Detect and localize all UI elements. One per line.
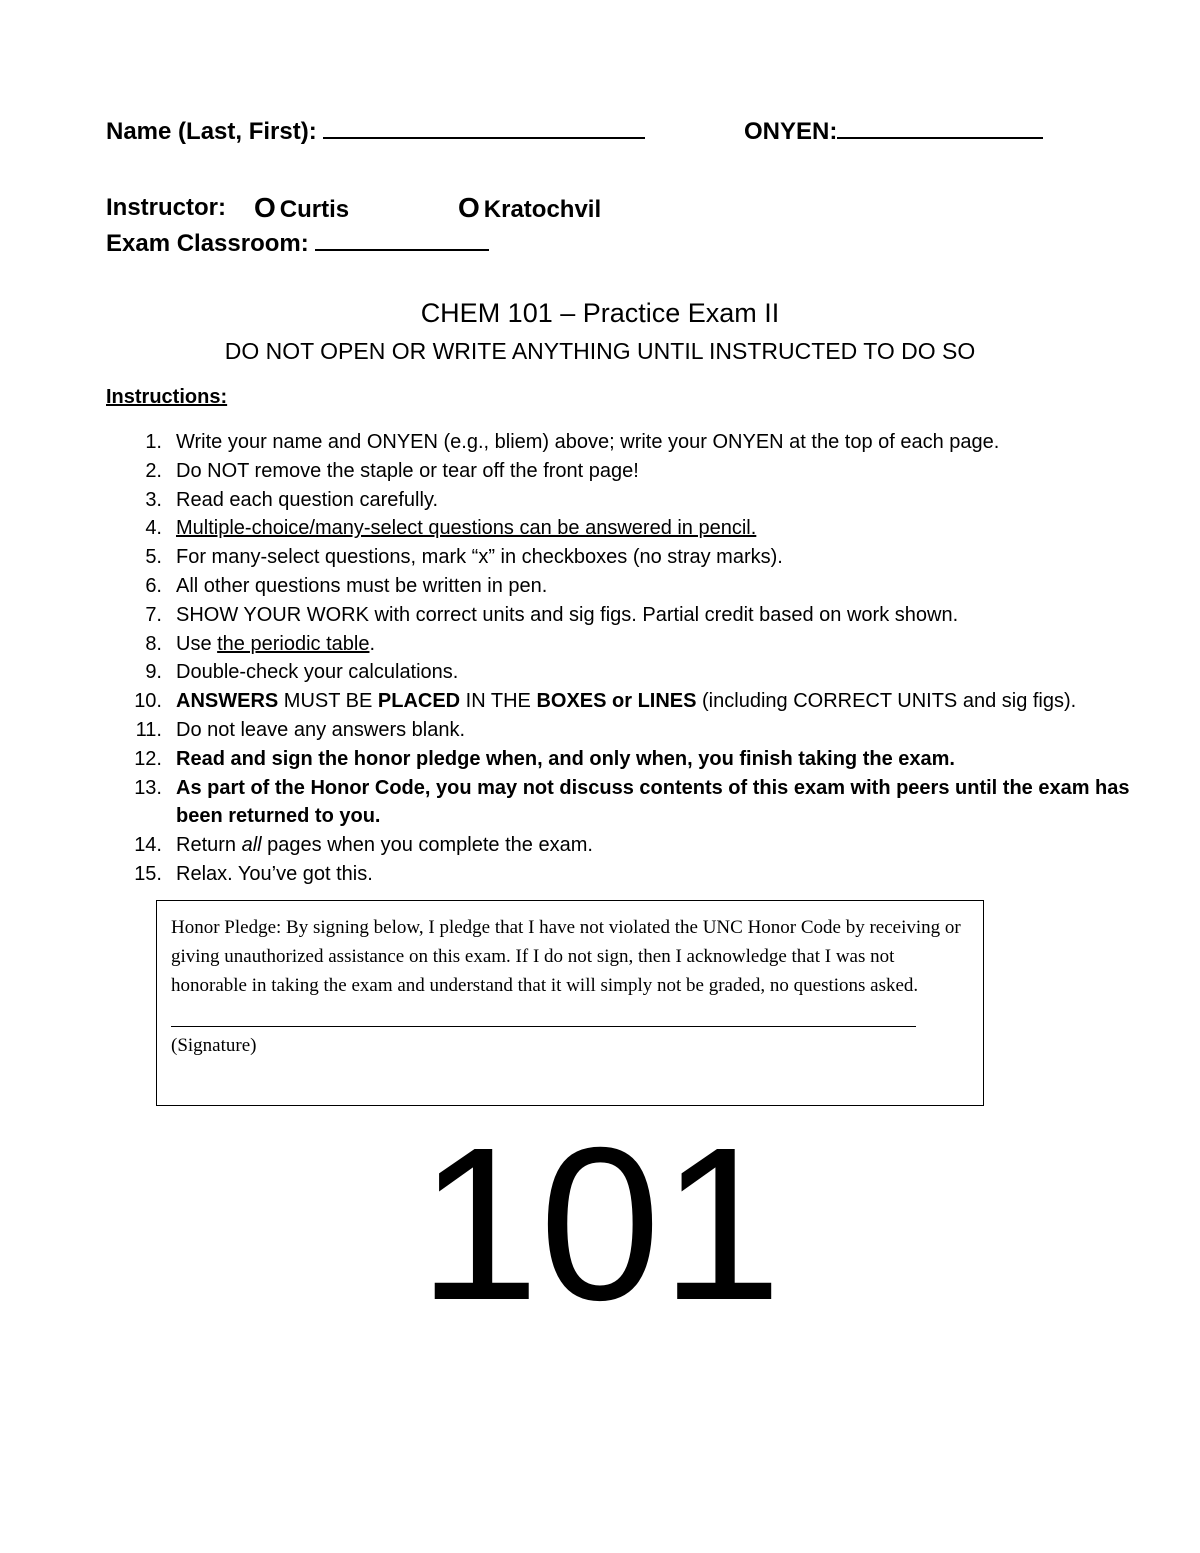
item-text: SHOW YOUR WORK with correct units and sig figs. Partial credit based on work shown.: [176, 603, 959, 626]
list-item: [106, 860, 1146, 889]
instructor-option-kratochvil[interactable]: [458, 192, 601, 224]
item-number: 3.: [145, 488, 162, 511]
onyen-field: [744, 118, 1043, 146]
signature-line[interactable]: [171, 1014, 916, 1027]
list-item: [106, 716, 1146, 745]
instructor-name-curtis: Curtis: [279, 196, 350, 223]
list-item: [106, 687, 1146, 716]
radio-circle-icon[interactable]: O: [254, 192, 276, 223]
item-text: As part of the Honor Code, you may not discuss contents of this exam with peers until the exam has been returned to you.: [176, 776, 1130, 828]
item-text: IN THE: [460, 690, 537, 713]
list-item: [106, 428, 1146, 457]
list-item: [106, 630, 1146, 659]
radio-circle-icon[interactable]: O: [458, 192, 480, 223]
list-item: [106, 514, 1146, 543]
list-item: [106, 831, 1146, 860]
item-text: pages when you complete the exam.: [261, 834, 593, 857]
list-item: [106, 486, 1146, 515]
item-text: Multiple-choice/many-select questions can be answered in pencil.: [176, 517, 757, 540]
item-text: Use: [176, 632, 218, 655]
instructions-heading: Instructions:: [106, 386, 228, 408]
periodic-table-link[interactable]: the periodic table: [217, 632, 370, 655]
item-text: Read each question carefully.: [176, 488, 439, 511]
list-item: [106, 601, 1146, 630]
instructor-label: Instructor:: [106, 194, 226, 221]
item-number: 13.: [134, 776, 162, 799]
exam-title: CHEM 101 – Practice Exam II: [420, 298, 780, 328]
classroom-input-line[interactable]: [315, 249, 489, 251]
item-text: Read and sign the honor pledge when, and only when, you finish taking the exam.: [176, 747, 955, 770]
instructions-list: [106, 428, 1146, 889]
item-number: 11.: [135, 718, 162, 741]
classroom-field: [106, 230, 489, 258]
item-number: 4.: [145, 517, 162, 540]
item-text: Do NOT remove the staple or tear off the front page!: [176, 459, 639, 482]
name-field: [106, 118, 645, 146]
item-number: 12.: [134, 747, 162, 770]
item-text: .: [369, 632, 376, 655]
item-text: Return: [176, 834, 242, 857]
item-number: 6.: [145, 574, 162, 597]
item-text: Double-check your calculations.: [176, 661, 459, 684]
list-item: [106, 774, 1146, 832]
item-text: BOXES or LINES: [536, 690, 697, 713]
list-item: [106, 457, 1146, 486]
list-item: [106, 658, 1146, 687]
list-item: [106, 572, 1146, 601]
onyen-label: ONYEN:: [744, 118, 838, 145]
item-number: 15.: [134, 862, 162, 885]
list-item: [106, 543, 1146, 572]
course-number: 101: [418, 1103, 782, 1346]
item-number: 1.: [145, 431, 162, 453]
item-text: Relax. You’ve got this.: [176, 862, 373, 885]
item-number: 7.: [145, 603, 162, 626]
name-input-line[interactable]: [323, 137, 645, 139]
honor-pledge-text: Honor Pledge: By signing below, I pledge that I have not violated the UNC Honor Code by receiving or giving unauthorized assistance on this exam. If I do not sign, then I acknowledge that I was not honorable in taking the exam and understand that it will simply not be graded, no questions asked.: [171, 917, 961, 996]
item-number: 8.: [145, 632, 162, 655]
item-text: (including CORRECT UNITS and sig figs).: [696, 690, 1077, 713]
item-text: Write your name and ONYEN (e.g., bliem) above; write your ONYEN at the top of each page.: [176, 431, 1000, 453]
list-item: [106, 745, 1146, 774]
item-number: 14.: [134, 834, 162, 857]
exam-subtitle: DO NOT OPEN OR WRITE ANYTHING UNTIL INSTRUCTED TO DO SO: [224, 338, 976, 364]
item-text: For many-select questions, mark “x” in checkboxes (no stray marks).: [176, 546, 783, 569]
name-label: Name (Last, First):: [106, 118, 317, 145]
item-number: 10.: [134, 690, 162, 713]
item-text: ANSWERS: [176, 690, 279, 713]
item-text: MUST BE: [278, 690, 378, 713]
item-number: 2.: [145, 459, 162, 482]
classroom-label: Exam Classroom:: [106, 230, 309, 257]
honor-pledge-box: [156, 900, 984, 1106]
item-number: 9.: [145, 661, 162, 684]
item-text: Do not leave any answers blank.: [176, 718, 466, 741]
instructor-option-curtis[interactable]: [254, 192, 349, 224]
item-text: PLACED: [377, 690, 461, 713]
item-text: all: [241, 834, 262, 857]
item-text: All other questions must be written in pen.: [176, 574, 548, 597]
onyen-input-line[interactable]: [837, 137, 1043, 139]
signature-label: (Signature): [171, 1035, 257, 1056]
instructor-name-kratochvil: Kratochvil: [483, 196, 602, 223]
item-number: 5.: [145, 546, 162, 569]
